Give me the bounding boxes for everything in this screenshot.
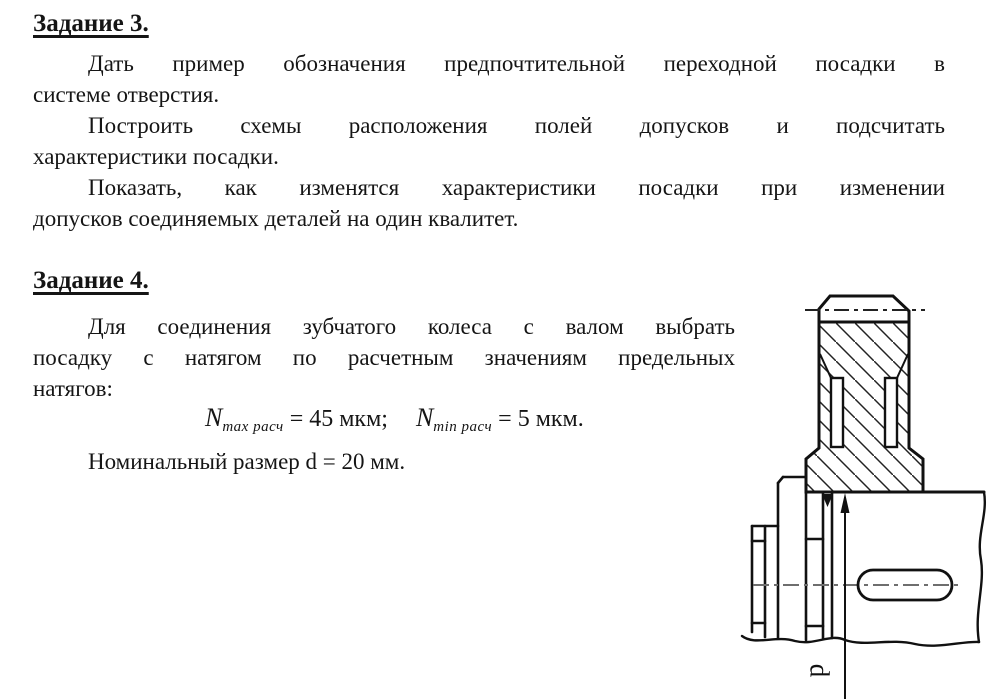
task3-para3-line1: Показать, как изменятся характеристики посадки при изменении: [88, 175, 945, 200]
shaft-break-right: [978, 492, 985, 642]
gear-shaft-drawing: [730, 280, 1000, 699]
dimension-d: [841, 493, 850, 699]
gear-section: [806, 296, 923, 492]
task4-para-line1: Для соединения зубчатого колеса с валом выбрать: [88, 314, 735, 339]
nominal-size-line: Номинальный размер d = 20 мм.: [88, 449, 406, 474]
dimension-arrow: [841, 493, 850, 513]
task4-para-line2: посадку с натягом по расчетным значениям предельных: [33, 345, 735, 370]
dimension-label: d: [804, 663, 835, 678]
task3-para2-line1: Построить схемы расположения полей допусков и подсчитать: [88, 113, 945, 138]
formula-n-max-symbol: N: [205, 403, 223, 432]
gear-web-slot-left: [831, 378, 843, 447]
task3-para2-line2: характеристики посадки.: [33, 144, 279, 169]
task3-heading: Задание 3.: [33, 10, 149, 37]
formula-n-max-subscript: max расч: [222, 419, 284, 435]
formula-n-min-symbol: N: [415, 403, 434, 432]
task3-para1-line1: Дать пример обозначения предпочтительной переходной посадки в: [88, 51, 945, 76]
task4-heading: Задание 4.: [33, 267, 149, 294]
gear-body-hatched: [806, 322, 923, 492]
interference-formula: [205, 402, 584, 443]
formula-n-min-value: = 5 мкм.: [492, 406, 584, 432]
task3-para3-line2: допусков соединяемых деталей на один квалитет.: [33, 206, 519, 231]
gear-web-slot-right: [885, 378, 897, 447]
formula-n-max-value: = 45 мкм;: [283, 406, 388, 432]
formula-n-min-subscript: min расч: [433, 419, 493, 435]
task3-para1-line2: системе отверстия.: [33, 82, 220, 107]
task4-para-line3: натягов:: [33, 376, 113, 401]
